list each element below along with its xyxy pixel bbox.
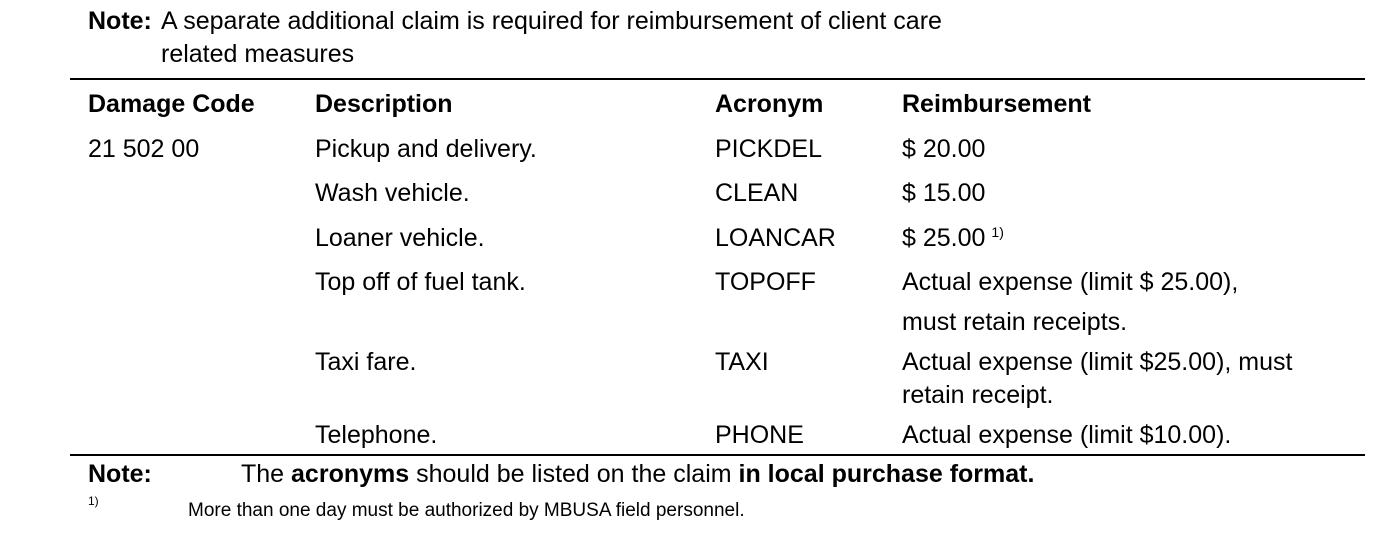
row-acronym: TAXI [715,348,769,376]
row-description: Wash vehicle. [315,179,470,207]
table-bottom-rule [70,454,1365,456]
row-description: Taxi fare. [315,348,417,376]
top-note-label: Note: [88,7,152,35]
bottom-note-bold-acronyms: acronyms [291,460,410,488]
row-reimbursement-amount: $ 25.00 [902,224,986,252]
bottom-note-text-part: should be listed on the claim [409,460,739,488]
bottom-note-text-part: The [241,460,292,488]
row-description: Pickup and delivery. [315,135,537,163]
bottom-note-text [241,459,1034,489]
row-description: Loaner vehicle. [315,224,485,252]
row-acronym: TOPOFF [715,268,816,296]
row-acronym: LOANCAR [715,224,836,252]
row-acronym: CLEAN [715,179,799,207]
footnote-reference: 1) [991,224,1004,240]
row-reimbursement: $ 15.00 [902,179,986,207]
row-reimbursement-line-1: Actual expense (limit $25.00), must [902,348,1293,376]
bottom-note-bold-format: in local purchase format. [738,460,1035,488]
bottom-note-label: Note: [88,460,152,488]
header-reimbursement: Reimbursement [902,90,1091,118]
footnote-mark: 1) [88,494,99,508]
header-description: Description [315,90,453,118]
row-acronym: PHONE [715,421,804,449]
row-acronym: PICKDEL [715,135,822,163]
row-reimbursement: $ 20.00 [902,135,986,163]
damage-code-value: 21 502 00 [88,135,200,163]
top-note-text-line-1: A separate additional claim is required for reimbursement of client care [161,7,942,35]
row-description: Telephone. [315,421,438,449]
row-reimbursement-line-2: must retain receipts. [902,308,1128,336]
footnote-text: More than one day must be authorized by MBUSA field personnel. [188,500,745,521]
row-reimbursement-line-1: Actual expense (limit $ 25.00), [902,268,1239,296]
row-description: Top off of fuel tank. [315,268,526,296]
row-reimbursement [902,223,1004,253]
row-reimbursement-line-2: retain receipt. [902,381,1054,409]
header-acronym: Acronym [715,90,824,118]
header-damage-code: Damage Code [88,90,255,118]
top-note-text-line-2: related measures [161,40,355,68]
table-top-rule [70,78,1365,80]
row-reimbursement: Actual expense (limit $10.00). [902,421,1232,449]
